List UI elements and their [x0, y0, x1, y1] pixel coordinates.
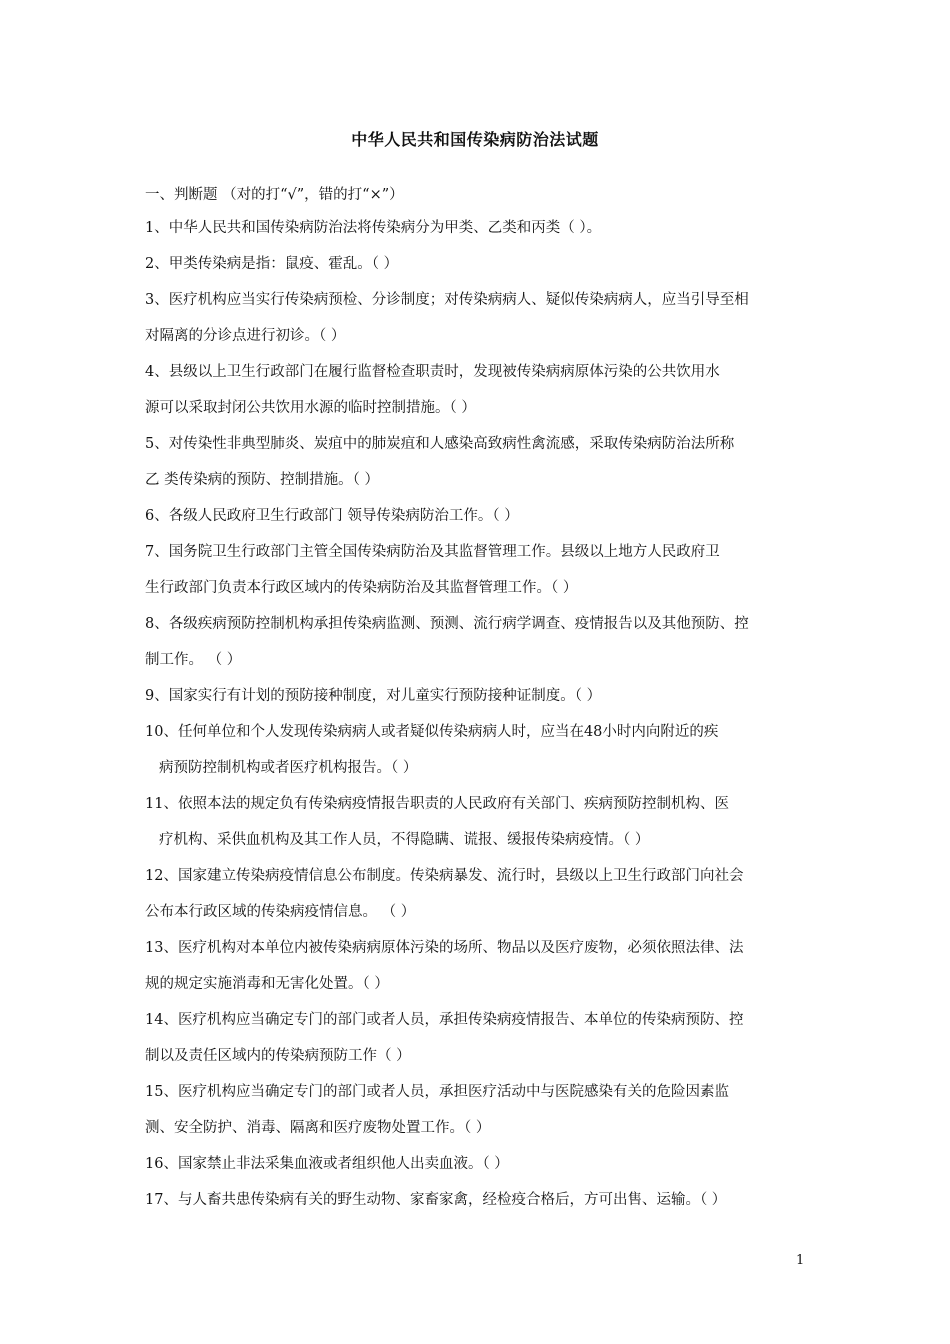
- question-5-line-1: 5、对传染性非典型肺炎、炭疽中的肺炭疽和人感染高致病性禽流感，采取传染病防治法所称: [145, 436, 735, 452]
- question-11: [145, 786, 815, 858]
- question-16-line-1: 16、国家禁止非法采集血液或者组织他人出卖血液。（ ）: [145, 1156, 509, 1172]
- question-6: [145, 498, 815, 534]
- question-10: [145, 714, 815, 786]
- question-7-line-1: 7、国务院卫生行政部门主管全国传染病防治及其监督管理工作。县级以上地方人民政府卫: [145, 544, 720, 560]
- question-10-line-1: 10、任何单位和个人发现传染病病人或者疑似传染病病人时，应当在48小时内向附近的疾: [145, 724, 719, 740]
- question-12-line-1: 12、国家建立传染病疫情信息公布制度。传染病暴发、流行时，县级以上卫生行政部门向社会: [145, 868, 744, 884]
- question-3-line-2: 对隔离的分诊点进行初诊。（ ）: [145, 328, 346, 344]
- page-number: 1: [796, 1253, 805, 1268]
- question-5: [145, 426, 815, 498]
- question-15-line-1: 15、医疗机构应当确定专门的部门或者人员，承担医疗活动中与医院感染有关的危险因素监: [145, 1084, 729, 1100]
- question-9-line-1: 9、国家实行有计划的预防接种制度，对儿童实行预防接种证制度。（ ）: [145, 688, 602, 704]
- question-17-line-1: 17、与人畜共患传染病有关的野生动物、家畜家禽，经检疫合格后，方可出售、运输。（ ）: [145, 1192, 727, 1208]
- question-14-line-2: 制以及责任区域内的传染病预防工作（ ）: [145, 1048, 411, 1064]
- question-15: [145, 1074, 815, 1146]
- document-body: [145, 180, 815, 1218]
- question-2: [145, 246, 815, 282]
- document-title: 中华人民共和国传染病防治法试题: [351, 130, 599, 149]
- question-5-line-2: 乙 类传染病的预防、控制措施。（ ）: [145, 472, 379, 488]
- question-17: [145, 1182, 815, 1218]
- question-1-line-1: 1、中华人民共和国传染病防治法将传染病分为甲类、乙类和丙类（ ）。: [145, 220, 602, 236]
- question-13-line-1: 13、医疗机构对本单位内被传染病病原体污染的场所、物品以及医疗废物，必须依照法律、法: [145, 940, 744, 956]
- question-4-line-2: 源可以采取封闭公共饮用水源的临时控制措施。（ ）: [145, 400, 476, 416]
- question-15-line-2: 测、安全防护、消毒、隔离和医疗废物处置工作。（ ）: [145, 1120, 491, 1136]
- question-2-line-1: 2、甲类传染病是指：鼠疫、霍乱。（ ）: [145, 256, 399, 272]
- question-6-line-1: 6、各级人民政府卫生行政部门 领导传染病防治工作。（ ）: [145, 508, 519, 524]
- question-7-line-2: 生行政部门负责本行政区域内的传染病防治及其监督管理工作。（ ）: [145, 580, 578, 596]
- question-8-line-1: 8、各级疾病预防控制机构承担传染病监测、预测、流行病学调查、疫情报告以及其他预防、控: [145, 616, 749, 632]
- question-9: [145, 678, 815, 714]
- question-4: [145, 354, 815, 426]
- question-7: [145, 534, 815, 606]
- question-3-line-1: 3、医疗机构应当实行传染病预检、分诊制度；对传染病病人、疑似传染病病人，应当引导至相: [145, 292, 749, 308]
- question-4-line-1: 4、县级以上卫生行政部门在履行监督检查职责时，发现被传染病病原体污染的公共饮用水: [145, 364, 720, 380]
- question-3: [145, 282, 815, 354]
- question-12-line-2: 公布本行政区域的传染病疫情信息。 （ ）: [145, 904, 416, 920]
- question-14-line-1: 14、医疗机构应当确定专门的部门或者人员，承担传染病疫情报告、本单位的传染病预防、控: [145, 1012, 744, 1028]
- question-1: [145, 210, 815, 246]
- question-10-line-2: 病预防控制机构或者医疗机构报告。（ ）: [159, 760, 418, 776]
- question-12: [145, 858, 815, 930]
- question-14: [145, 1002, 815, 1074]
- question-16: [145, 1146, 815, 1182]
- question-13: [145, 930, 815, 1002]
- section-heading: 一、判断题 （对的打“√”，错的打“×”）: [145, 187, 404, 203]
- question-13-line-2: 规的规定实施消毒和无害化处置。（ ）: [145, 976, 389, 992]
- question-8: [145, 606, 815, 678]
- question-11-line-1: 11、依照本法的规定负有传染病疫情报告职责的人民政府有关部门、疾病预防控制机构、医: [145, 796, 729, 812]
- question-8-line-2: 制工作。 （ ）: [145, 652, 242, 668]
- question-11-line-2: 疗机构、采供血机构及其工作人员，不得隐瞒、谎报、缓报传染病疫情。（ ）: [159, 832, 650, 848]
